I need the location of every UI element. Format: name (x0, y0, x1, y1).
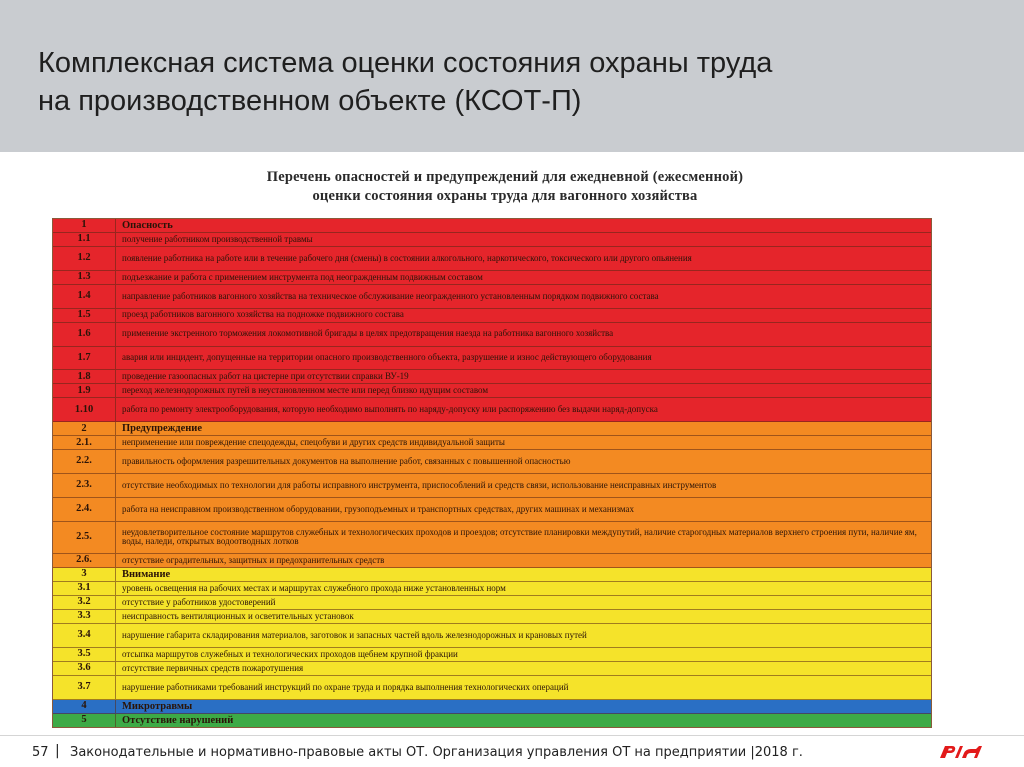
row-description: направление работников вагонного хозяйства на техническое обслуживание неогражденного установленным порядком подвижного состава (122, 290, 659, 301)
slide-header (0, 0, 1024, 152)
row-number: 2.4. (53, 498, 116, 521)
document-heading-line2: оценки состояния охраны труда для вагонного хозяйства (312, 188, 698, 204)
table-row (53, 398, 931, 422)
row-description: переход железнодорожных путей в неустановленном месте или перед близко идущим составом (122, 385, 489, 396)
row-number: 2.1. (53, 436, 116, 449)
table-row (53, 436, 931, 450)
document-heading (60, 168, 950, 206)
table-row (53, 271, 931, 285)
table-row (53, 384, 931, 398)
row-number: 1.4 (53, 285, 116, 308)
row-description: неисправность вентиляционных и осветительных установок (122, 610, 354, 621)
table-row (53, 624, 931, 648)
row-description: неудовлетворительное состояние маршрутов служебных и технологических проходов и проездов; отсутствие планировки междупутий, наличие старогодных материалов верхнего строения пути, наличие ям, воды, наледи, открытых водоотводных лотков (122, 526, 917, 547)
row-description: нарушение габарита складирования материалов, заготовок и запасных частей вдоль железнодорожных и крановых путей (122, 629, 587, 640)
row-description: проезд работников вагонного хозяйства на подножке подвижного состава (122, 309, 404, 320)
section-title: Отсутствие нарушений (122, 714, 234, 726)
row-number: 5 (53, 714, 116, 727)
row-number: 1.8 (53, 370, 116, 383)
row-description: получение работником производственной травмы (122, 233, 313, 244)
section-title: Микротравмы (122, 700, 193, 712)
row-number: 3.6 (53, 662, 116, 675)
table-row (53, 309, 931, 323)
slide-title-line1: Комплексная система оценки состояния охраны труда (38, 47, 773, 79)
table-row (53, 676, 931, 700)
row-description: подъезжание и работа с применением инструмента под неогражденным подвижным составом (122, 271, 483, 282)
row-description: отсутствие у работников удостоверений (122, 596, 276, 607)
table-row (53, 347, 931, 371)
row-number: 1.10 (53, 398, 116, 421)
row-description: нарушение работниками требований инструкций по охране труда и порядка выполнения технологических операций (122, 681, 569, 692)
row-number: 3.3 (53, 610, 116, 623)
row-number: 1.1 (53, 233, 116, 246)
section-title: Предупреждение (122, 423, 202, 435)
table-row (53, 323, 931, 347)
row-description: отсутствие необходимых по технологии для работы исправного инструмента, приспособлений и средств связи, использование неисправных инструментов (122, 479, 717, 490)
table-row (53, 648, 931, 662)
table-row (53, 610, 931, 624)
row-number: 1.5 (53, 309, 116, 322)
table-section-header (53, 714, 931, 727)
footer-divider: | (55, 743, 60, 759)
table-row (53, 285, 931, 309)
row-number: 1.2 (53, 247, 116, 270)
table-row (53, 450, 931, 474)
row-number: 4 (53, 700, 116, 713)
row-number: 2 (53, 422, 116, 435)
table-row (53, 582, 931, 596)
row-description: отсутствие оградительных, защитных и предохранительных средств (122, 554, 385, 565)
section-title: Опасность (122, 219, 173, 231)
slide-footer (0, 735, 1024, 767)
row-number: 3.4 (53, 624, 116, 647)
row-number: 3.7 (53, 676, 116, 699)
slide-title (38, 44, 998, 120)
row-number: 1.3 (53, 271, 116, 284)
table-row (53, 247, 931, 271)
row-description: применение экстренного торможения локомотивной бригады в целях предотвращения наезда на работника вагонного хозяйства (122, 328, 614, 339)
row-number: 2.3. (53, 474, 116, 497)
table-row (53, 233, 931, 247)
row-description: правильность оформления разрешительных документов на выполнение работ, связанных с повышенной опасностью (122, 455, 571, 466)
row-number: 1 (53, 219, 116, 232)
table-section-header (53, 422, 931, 436)
footer-text: Законодательные и нормативно-правовые акты ОТ. Организация управления ОТ на предприятии |2018 г. (70, 745, 803, 760)
document-heading-line1: Перечень опасностей и предупреждений для ежедневной (ежесменной) (266, 169, 744, 185)
row-number: 3.2 (53, 596, 116, 609)
section-title: Внимание (122, 568, 171, 580)
row-description: неприменение или повреждение спецодежды, спецобуви и других средств индивидуальной защиты (122, 437, 505, 448)
row-description: работа на неисправном производственном оборудовании, грузоподъемных и транспортных средствах, других машинах и механизмах (122, 503, 635, 514)
table-row (53, 474, 931, 498)
table-row (53, 662, 931, 676)
row-number: 3.5 (53, 648, 116, 661)
table-section-header (53, 219, 931, 233)
row-number: 3 (53, 568, 116, 581)
row-number: 3.1 (53, 582, 116, 595)
table-row (53, 596, 931, 610)
row-description: уровень освещения на рабочих местах и маршрутах служебного прохода ниже установленных норм (122, 582, 506, 593)
row-number: 1.9 (53, 384, 116, 397)
row-number: 2.6. (53, 554, 116, 567)
row-description: отсутствие первичных средств пожаротушения (122, 662, 304, 673)
row-description: авария или инцидент, допущенные на территории опасного производственного объекта, разрушение и износ действующего оборудования (122, 352, 652, 363)
row-number: 1.7 (53, 347, 116, 370)
hazard-table (52, 218, 932, 728)
row-number: 2.5. (53, 522, 116, 553)
table-section-header (53, 568, 931, 582)
row-description: появление работника на работе или в течение рабочего дня (смены) в состоянии алкогольного, наркотического, токсического или другого опьянения (122, 252, 692, 263)
table-row (53, 370, 931, 384)
rzd-logo-icon (936, 742, 984, 762)
row-number: 2.2. (53, 450, 116, 473)
page-number: 57 (32, 745, 49, 760)
table-row (53, 498, 931, 522)
row-description: проведение газоопасных работ на цистерне при отсутствии справки ВУ-19 (122, 371, 409, 382)
row-number: 1.6 (53, 323, 116, 346)
table-section-header (53, 700, 931, 714)
row-description: отсыпка маршрутов служебных и технологических проходов щебнем крупной фракции (122, 648, 458, 659)
row-description: работа по ремонту электрооборудования, которую необходимо выполнять по наряду-допуску или распоряжению без выдачи наряд-допуска (122, 404, 658, 415)
table-row (53, 522, 931, 554)
slide-title-line2: на производственном объекте (КСОТ-П) (38, 85, 582, 117)
table-row (53, 554, 931, 568)
